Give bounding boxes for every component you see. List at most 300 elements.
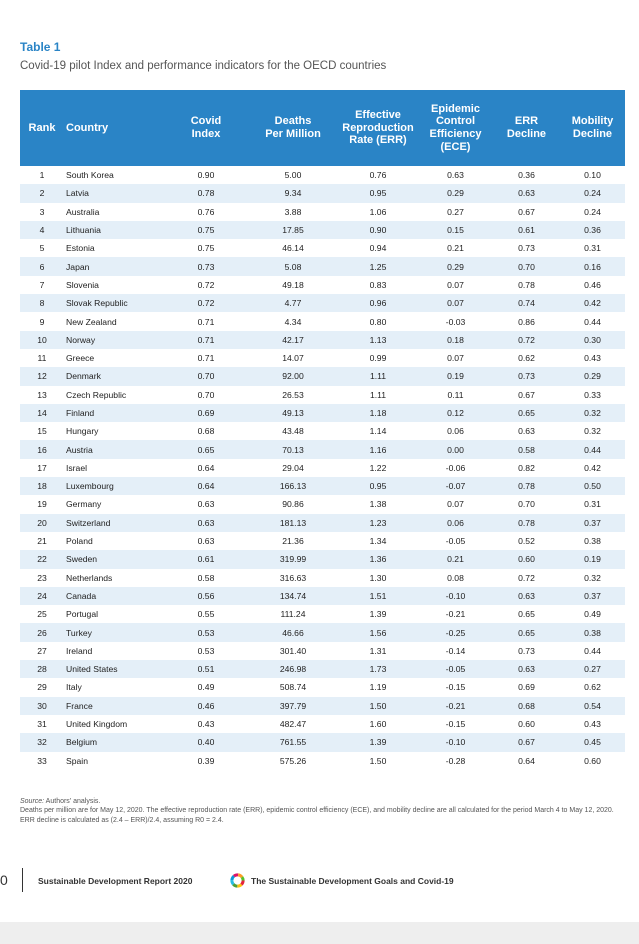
cell-rank: 19 <box>20 495 64 513</box>
cell-deaths-per-million: 17.85 <box>248 221 338 239</box>
cell-mobility-decline: 0.50 <box>560 477 625 495</box>
cell-deaths-per-million: 92.00 <box>248 367 338 385</box>
cell-rank: 13 <box>20 386 64 404</box>
cell-country: Netherlands <box>64 569 164 587</box>
table-body <box>20 166 625 770</box>
cell-mobility-decline: 0.32 <box>560 569 625 587</box>
cell-country: Germany <box>64 495 164 513</box>
cell-err-decline: 0.65 <box>493 404 560 422</box>
cell-err-decline: 0.72 <box>493 569 560 587</box>
header-ece-line: Efficiency <box>429 128 482 140</box>
cell-ece: -0.03 <box>418 312 493 330</box>
cell-covid-index: 0.76 <box>164 203 248 221</box>
cell-covid-index: 0.71 <box>164 331 248 349</box>
cell-ece: 0.11 <box>418 386 493 404</box>
cell-mobility-decline: 0.54 <box>560 697 625 715</box>
cell-deaths-per-million: 42.17 <box>248 331 338 349</box>
cell-mobility-decline: 0.44 <box>560 440 625 458</box>
cell-ece: -0.28 <box>418 752 493 770</box>
header-err-line: Reproduction <box>342 121 414 134</box>
cell-ece: 0.29 <box>418 184 493 202</box>
cell-ece: 0.07 <box>418 495 493 513</box>
cell-covid-index: 0.43 <box>164 715 248 733</box>
cell-err: 1.39 <box>338 733 418 751</box>
cell-err-decline: 0.65 <box>493 605 560 623</box>
cell-err-decline: 0.63 <box>493 184 560 202</box>
table-label: Table 1 <box>20 40 61 54</box>
cell-country: Hungary <box>64 422 164 440</box>
table-row <box>20 422 625 440</box>
cell-err: 1.30 <box>338 569 418 587</box>
cell-country: Finland <box>64 404 164 422</box>
cell-mobility-decline: 0.37 <box>560 587 625 605</box>
cell-covid-index: 0.53 <box>164 623 248 641</box>
sdg-wheel-icon <box>230 873 245 888</box>
table-row <box>20 514 625 532</box>
cell-err-decline: 0.60 <box>493 715 560 733</box>
table-row <box>20 715 625 733</box>
cell-rank: 30 <box>20 697 64 715</box>
cell-rank: 16 <box>20 440 64 458</box>
table-row <box>20 733 625 751</box>
cell-covid-index: 0.90 <box>164 166 248 184</box>
cell-mobility-decline: 0.49 <box>560 605 625 623</box>
cell-covid-index: 0.78 <box>164 184 248 202</box>
cell-err-decline: 0.63 <box>493 422 560 440</box>
footnote-text: Deaths per million are for May 12, 2020. The effective reproduction rate (ERR), epidemic control efficiency (ECE), and mobility decline are all calculated for the period March 4 to May 12, 2020. ERR decline is calculated as (2.4 – ERR)/2.4, assuming R0 = 2.4. <box>20 807 614 824</box>
cell-country: Canada <box>64 587 164 605</box>
cell-country: France <box>64 697 164 715</box>
cell-err-decline: 0.64 <box>493 752 560 770</box>
cell-rank: 6 <box>20 257 64 275</box>
cell-ece: 0.07 <box>418 349 493 367</box>
cell-rank: 15 <box>20 422 64 440</box>
cell-ece: 0.21 <box>418 550 493 568</box>
cell-country: Greece <box>64 349 164 367</box>
cell-err: 0.76 <box>338 166 418 184</box>
table-row <box>20 221 625 239</box>
cell-rank: 26 <box>20 623 64 641</box>
cell-err-decline: 0.73 <box>493 239 560 257</box>
cell-deaths-per-million: 43.48 <box>248 422 338 440</box>
cell-err-decline: 0.73 <box>493 642 560 660</box>
cell-ece: -0.21 <box>418 697 493 715</box>
cell-deaths-per-million: 49.13 <box>248 404 338 422</box>
cell-rank: 2 <box>20 184 64 202</box>
cell-rank: 22 <box>20 550 64 568</box>
page-number: 0 <box>0 872 8 888</box>
cell-rank: 32 <box>20 733 64 751</box>
cell-mobility-decline: 0.45 <box>560 733 625 751</box>
cell-rank: 33 <box>20 752 64 770</box>
cell-mobility-decline: 0.44 <box>560 642 625 660</box>
cell-err: 1.50 <box>338 752 418 770</box>
header-err-decline-line: ERR <box>514 115 539 128</box>
cell-country: Austria <box>64 440 164 458</box>
header-rank: Rank <box>20 90 64 166</box>
cell-deaths-per-million: 14.07 <box>248 349 338 367</box>
cell-ece: -0.21 <box>418 605 493 623</box>
table-row <box>20 569 625 587</box>
cell-covid-index: 0.68 <box>164 422 248 440</box>
cell-rank: 20 <box>20 514 64 532</box>
cell-mobility-decline: 0.30 <box>560 331 625 349</box>
table-row <box>20 550 625 568</box>
cell-country: Czech Republic <box>64 386 164 404</box>
source-label: Source: <box>20 798 45 805</box>
table-row <box>20 532 625 550</box>
header-err-line: Rate (ERR) <box>349 134 407 147</box>
cell-err-decline: 0.67 <box>493 386 560 404</box>
cell-err: 1.50 <box>338 697 418 715</box>
table-row <box>20 312 625 330</box>
cell-deaths-per-million: 508.74 <box>248 678 338 696</box>
cell-mobility-decline: 0.32 <box>560 422 625 440</box>
cell-covid-index: 0.61 <box>164 550 248 568</box>
cell-mobility-decline: 0.10 <box>560 166 625 184</box>
cell-deaths-per-million: 761.55 <box>248 733 338 751</box>
cell-mobility-decline: 0.38 <box>560 532 625 550</box>
cell-mobility-decline: 0.43 <box>560 349 625 367</box>
header-err-decline-line: Decline <box>506 128 547 140</box>
table-header-row <box>20 90 625 166</box>
cell-rank: 23 <box>20 569 64 587</box>
cell-covid-index: 0.58 <box>164 569 248 587</box>
cell-err-decline: 0.58 <box>493 440 560 458</box>
cell-err-decline: 0.78 <box>493 477 560 495</box>
table-row <box>20 349 625 367</box>
cell-deaths-per-million: 181.13 <box>248 514 338 532</box>
header-mobility-line: Mobility <box>571 115 614 128</box>
cell-err: 1.16 <box>338 440 418 458</box>
cell-err: 1.11 <box>338 367 418 385</box>
cell-ece: -0.10 <box>418 733 493 751</box>
cell-covid-index: 0.72 <box>164 294 248 312</box>
cell-err-decline: 0.72 <box>493 331 560 349</box>
footer-divider <box>22 868 23 892</box>
cell-ece: -0.06 <box>418 459 493 477</box>
cell-err-decline: 0.36 <box>493 166 560 184</box>
cell-mobility-decline: 0.32 <box>560 404 625 422</box>
cell-covid-index: 0.72 <box>164 276 248 294</box>
cell-err: 1.25 <box>338 257 418 275</box>
cell-covid-index: 0.75 <box>164 239 248 257</box>
cell-err-decline: 0.70 <box>493 495 560 513</box>
cell-deaths-per-million: 4.34 <box>248 312 338 330</box>
source-text: Authors' analysis. <box>44 798 101 805</box>
cell-country: Switzerland <box>64 514 164 532</box>
cell-rank: 18 <box>20 477 64 495</box>
cell-err-decline: 0.62 <box>493 349 560 367</box>
cell-rank: 28 <box>20 660 64 678</box>
cell-ece: 0.19 <box>418 367 493 385</box>
table-row <box>20 294 625 312</box>
header-mobility-decline <box>560 90 625 166</box>
cell-country: Portugal <box>64 605 164 623</box>
cell-mobility-decline: 0.42 <box>560 459 625 477</box>
cell-err-decline: 0.60 <box>493 550 560 568</box>
header-covid-index <box>164 90 248 166</box>
cell-deaths-per-million: 5.08 <box>248 257 338 275</box>
footer-report-title: Sustainable Development Report 2020 <box>38 876 193 886</box>
cell-err-decline: 0.69 <box>493 678 560 696</box>
cell-err-decline: 0.82 <box>493 459 560 477</box>
cell-err-decline: 0.67 <box>493 733 560 751</box>
cell-err-decline: 0.52 <box>493 532 560 550</box>
cell-err: 1.14 <box>338 422 418 440</box>
cell-covid-index: 0.70 <box>164 386 248 404</box>
cell-err-decline: 0.61 <box>493 221 560 239</box>
cell-err-decline: 0.73 <box>493 367 560 385</box>
cell-covid-index: 0.71 <box>164 312 248 330</box>
cell-deaths-per-million: 46.66 <box>248 623 338 641</box>
cell-deaths-per-million: 482.47 <box>248 715 338 733</box>
cell-covid-index: 0.64 <box>164 459 248 477</box>
header-err-line: Effective <box>355 109 401 122</box>
table-row <box>20 203 625 221</box>
cell-mobility-decline: 0.19 <box>560 550 625 568</box>
table-row <box>20 184 625 202</box>
cell-covid-index: 0.56 <box>164 587 248 605</box>
cell-deaths-per-million: 70.13 <box>248 440 338 458</box>
cell-rank: 9 <box>20 312 64 330</box>
cell-mobility-decline: 0.43 <box>560 715 625 733</box>
cell-country: Norway <box>64 331 164 349</box>
cell-country: Australia <box>64 203 164 221</box>
cell-deaths-per-million: 166.13 <box>248 477 338 495</box>
cell-deaths-per-million: 21.36 <box>248 532 338 550</box>
cell-deaths-per-million: 111.24 <box>248 605 338 623</box>
footer-chapter-title: The Sustainable Development Goals and Covid-19 <box>251 876 454 886</box>
cell-mobility-decline: 0.29 <box>560 367 625 385</box>
table-row <box>20 697 625 715</box>
cell-deaths-per-million: 319.99 <box>248 550 338 568</box>
cell-country: Belgium <box>64 733 164 751</box>
cell-covid-index: 0.65 <box>164 440 248 458</box>
cell-ece: -0.05 <box>418 660 493 678</box>
table-row <box>20 239 625 257</box>
cell-rank: 4 <box>20 221 64 239</box>
header-deaths-per-million <box>248 90 338 166</box>
cell-country: Sweden <box>64 550 164 568</box>
table-row <box>20 367 625 385</box>
cell-rank: 1 <box>20 166 64 184</box>
cell-rank: 31 <box>20 715 64 733</box>
cell-rank: 14 <box>20 404 64 422</box>
cell-ece: 0.27 <box>418 203 493 221</box>
cell-covid-index: 0.75 <box>164 221 248 239</box>
cell-rank: 24 <box>20 587 64 605</box>
cell-mobility-decline: 0.37 <box>560 514 625 532</box>
cell-mobility-decline: 0.60 <box>560 752 625 770</box>
header-ece-line: (ECE) <box>440 140 471 153</box>
cell-ece: 0.63 <box>418 166 493 184</box>
cell-covid-index: 0.70 <box>164 367 248 385</box>
cell-err: 0.96 <box>338 294 418 312</box>
source-note <box>20 797 625 825</box>
cell-country: United Kingdom <box>64 715 164 733</box>
header-country: Country <box>64 90 164 166</box>
cell-ece: -0.05 <box>418 532 493 550</box>
cell-deaths-per-million: 9.34 <box>248 184 338 202</box>
cell-mobility-decline: 0.24 <box>560 184 625 202</box>
cell-deaths-per-million: 46.14 <box>248 239 338 257</box>
cell-rank: 21 <box>20 532 64 550</box>
cell-ece: 0.00 <box>418 440 493 458</box>
cell-ece: 0.08 <box>418 569 493 587</box>
cell-deaths-per-million: 3.88 <box>248 203 338 221</box>
cell-err: 1.34 <box>338 532 418 550</box>
cell-covid-index: 0.40 <box>164 733 248 751</box>
cell-deaths-per-million: 246.98 <box>248 660 338 678</box>
cell-ece: 0.29 <box>418 257 493 275</box>
cell-country: Denmark <box>64 367 164 385</box>
cell-rank: 17 <box>20 459 64 477</box>
cell-ece: 0.07 <box>418 294 493 312</box>
cell-err-decline: 0.65 <box>493 623 560 641</box>
cell-mobility-decline: 0.24 <box>560 203 625 221</box>
cell-deaths-per-million: 316.63 <box>248 569 338 587</box>
table-row <box>20 386 625 404</box>
cell-covid-index: 0.69 <box>164 404 248 422</box>
cell-mobility-decline: 0.44 <box>560 312 625 330</box>
cell-err: 1.23 <box>338 514 418 532</box>
cell-mobility-decline: 0.62 <box>560 678 625 696</box>
cell-ece: 0.07 <box>418 276 493 294</box>
header-covid-index-line: Covid <box>190 115 222 128</box>
cell-covid-index: 0.39 <box>164 752 248 770</box>
cell-rank: 10 <box>20 331 64 349</box>
cell-covid-index: 0.73 <box>164 257 248 275</box>
cell-mobility-decline: 0.42 <box>560 294 625 312</box>
cell-err: 1.31 <box>338 642 418 660</box>
cell-err: 1.51 <box>338 587 418 605</box>
cell-err: 1.60 <box>338 715 418 733</box>
cell-deaths-per-million: 575.26 <box>248 752 338 770</box>
cell-country: Poland <box>64 532 164 550</box>
cell-deaths-per-million: 397.79 <box>248 697 338 715</box>
cell-deaths-per-million: 301.40 <box>248 642 338 660</box>
cell-ece: -0.10 <box>418 587 493 605</box>
cell-err-decline: 0.67 <box>493 203 560 221</box>
cell-err-decline: 0.78 <box>493 276 560 294</box>
cell-deaths-per-million: 49.18 <box>248 276 338 294</box>
cell-mobility-decline: 0.31 <box>560 495 625 513</box>
header-ece <box>418 90 493 166</box>
table-row <box>20 678 625 696</box>
header-deaths-line: Per Million <box>265 128 321 140</box>
cell-deaths-per-million: 90.86 <box>248 495 338 513</box>
cell-ece: -0.15 <box>418 678 493 696</box>
cell-err: 1.39 <box>338 605 418 623</box>
cell-rank: 27 <box>20 642 64 660</box>
cell-country: Ireland <box>64 642 164 660</box>
cell-country: Slovenia <box>64 276 164 294</box>
cell-ece: 0.06 <box>418 422 493 440</box>
cell-err: 1.11 <box>338 386 418 404</box>
cell-covid-index: 0.63 <box>164 514 248 532</box>
cell-err: 0.90 <box>338 221 418 239</box>
cell-covid-index: 0.63 <box>164 532 248 550</box>
cell-err: 1.06 <box>338 203 418 221</box>
cell-err: 1.73 <box>338 660 418 678</box>
cell-err-decline: 0.86 <box>493 312 560 330</box>
cell-rank: 12 <box>20 367 64 385</box>
cell-ece: 0.15 <box>418 221 493 239</box>
cell-err: 1.18 <box>338 404 418 422</box>
cell-err: 0.95 <box>338 184 418 202</box>
cell-country: United States <box>64 660 164 678</box>
header-ece-line: Epidemic <box>431 102 480 115</box>
table-row <box>20 257 625 275</box>
cell-covid-index: 0.71 <box>164 349 248 367</box>
cell-country: Estonia <box>64 239 164 257</box>
cell-covid-index: 0.51 <box>164 660 248 678</box>
cell-mobility-decline: 0.36 <box>560 221 625 239</box>
cell-mobility-decline: 0.27 <box>560 660 625 678</box>
cell-rank: 5 <box>20 239 64 257</box>
cell-country: Spain <box>64 752 164 770</box>
table-row <box>20 276 625 294</box>
cell-ece: 0.18 <box>418 331 493 349</box>
cell-country: New Zealand <box>64 312 164 330</box>
table-row <box>20 495 625 513</box>
cell-mobility-decline: 0.46 <box>560 276 625 294</box>
table-row <box>20 623 625 641</box>
cell-err: 0.83 <box>338 276 418 294</box>
cell-rank: 25 <box>20 605 64 623</box>
table-row <box>20 587 625 605</box>
cell-err-decline: 0.74 <box>493 294 560 312</box>
table-row <box>20 642 625 660</box>
cell-ece: -0.15 <box>418 715 493 733</box>
cell-country: Luxembourg <box>64 477 164 495</box>
cell-covid-index: 0.46 <box>164 697 248 715</box>
cell-country: South Korea <box>64 166 164 184</box>
cell-country: Japan <box>64 257 164 275</box>
table-row <box>20 459 625 477</box>
header-covid-index-line: Index <box>191 128 221 140</box>
cell-mobility-decline: 0.16 <box>560 257 625 275</box>
cell-err: 1.56 <box>338 623 418 641</box>
cell-ece: -0.14 <box>418 642 493 660</box>
cell-deaths-per-million: 134.74 <box>248 587 338 605</box>
table-row <box>20 166 625 184</box>
table-row <box>20 605 625 623</box>
table-caption: Covid-19 pilot Index and performance indicators for the OECD countries <box>20 60 387 72</box>
cell-rank: 8 <box>20 294 64 312</box>
cell-err: 1.19 <box>338 678 418 696</box>
cell-err: 1.38 <box>338 495 418 513</box>
cell-err: 1.22 <box>338 459 418 477</box>
cell-deaths-per-million: 26.53 <box>248 386 338 404</box>
table-row <box>20 477 625 495</box>
cell-country: Lithuania <box>64 221 164 239</box>
cell-covid-index: 0.49 <box>164 678 248 696</box>
cell-covid-index: 0.55 <box>164 605 248 623</box>
cell-ece: -0.07 <box>418 477 493 495</box>
cell-rank: 29 <box>20 678 64 696</box>
cell-rank: 3 <box>20 203 64 221</box>
header-err-decline <box>493 90 560 166</box>
header-err <box>338 90 418 166</box>
cell-deaths-per-million: 29.04 <box>248 459 338 477</box>
cell-err: 0.94 <box>338 239 418 257</box>
table-row <box>20 660 625 678</box>
cell-country: Turkey <box>64 623 164 641</box>
table-row <box>20 331 625 349</box>
cell-ece: 0.12 <box>418 404 493 422</box>
